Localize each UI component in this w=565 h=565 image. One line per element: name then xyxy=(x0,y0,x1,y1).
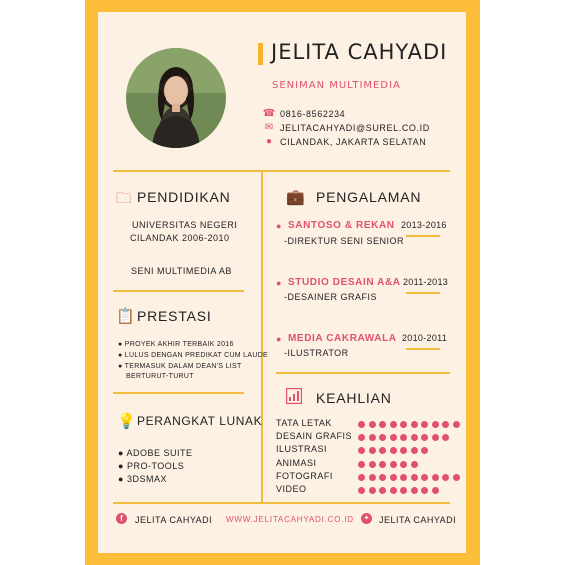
skill-dot-row xyxy=(358,433,453,441)
experience-position: -ILUSTRATOR xyxy=(284,348,349,358)
skill-dot xyxy=(453,474,460,481)
skill-dot xyxy=(442,434,449,441)
education-divider xyxy=(113,290,244,292)
skill-dot xyxy=(411,487,418,494)
education-school-line1: UNIVERSITAS NEGERI xyxy=(132,220,238,230)
experience-years-underline xyxy=(406,235,440,237)
name-accent-bar xyxy=(258,43,263,65)
skill-dot xyxy=(379,421,386,428)
footer-website[interactable]: WWW.JELITACAHYADI.CO.ID xyxy=(226,515,354,524)
skill-dot xyxy=(400,487,407,494)
experience-position: -DIREKTUR SENI SENIOR xyxy=(284,236,405,246)
briefcase-icon: 💼 xyxy=(286,189,305,206)
skill-dot xyxy=(421,421,428,428)
achievement-item-continued: BERTURUT-TURUT xyxy=(126,373,194,380)
skill-dot xyxy=(379,474,386,481)
skill-label: ANIMASI xyxy=(276,458,317,468)
experience-position: -DESAINER GRAFIS xyxy=(284,292,378,302)
skill-dot-row xyxy=(358,446,432,454)
experience-bullet: ● xyxy=(276,221,282,231)
experience-company: STUDIO DESAIN A&A xyxy=(288,277,401,288)
skill-dot-row xyxy=(358,420,463,428)
profile-photo xyxy=(126,48,226,148)
folder-icon: 🗀 xyxy=(116,190,132,207)
skill-dot xyxy=(400,434,407,441)
education-school-line2: CILANDAK 2006-2010 xyxy=(130,233,230,243)
skill-dot xyxy=(390,461,397,468)
chart-icon xyxy=(286,388,302,409)
skill-dot xyxy=(369,474,376,481)
skill-dot xyxy=(432,421,439,428)
twitter-icon[interactable]: ✦ xyxy=(361,513,372,524)
skill-dot-row xyxy=(358,486,442,494)
skill-dot xyxy=(358,474,365,481)
skill-label: DESAIN GRAFIS xyxy=(276,431,353,441)
email-address[interactable]: JELITACAHYADI@SUREL.CO.ID xyxy=(280,123,430,133)
person-role: SENIMAN MULTIMEDIA xyxy=(272,80,401,91)
experience-years: 2010-2011 xyxy=(402,333,448,343)
achievement-item: ● LULUS DENGAN PREDIKAT CUM LAUDE xyxy=(118,352,269,359)
skill-dot xyxy=(390,487,397,494)
skill-dot xyxy=(421,434,428,441)
footer-twitter[interactable]: JELITA CAHYADI xyxy=(379,515,457,525)
software-item: ● ADOBE SUITE xyxy=(118,448,193,458)
skill-dot xyxy=(379,434,386,441)
skill-dot xyxy=(400,447,407,454)
experience-title: PENGALAMAN xyxy=(316,189,422,205)
experience-years-underline xyxy=(406,348,440,350)
achievements-divider xyxy=(113,392,244,394)
header-divider xyxy=(113,170,450,172)
skill-dot xyxy=(379,461,386,468)
skill-dot xyxy=(390,434,397,441)
column-divider xyxy=(261,170,263,503)
skill-dot xyxy=(411,434,418,441)
skill-label: FOTOGRAFI xyxy=(276,471,333,481)
software-title: PERANGKAT LUNAK xyxy=(137,414,263,428)
experience-years: 2011-2013 xyxy=(403,277,449,287)
experience-years-underline xyxy=(406,292,440,294)
skill-dot xyxy=(358,447,365,454)
skill-dot xyxy=(379,447,386,454)
skill-dot-row xyxy=(358,460,421,468)
skill-dot xyxy=(390,447,397,454)
skill-dot xyxy=(432,487,439,494)
skill-dot xyxy=(390,474,397,481)
experience-company: SANTOSO & REKAN xyxy=(288,220,395,231)
experience-years: 2013-2016 xyxy=(401,220,447,230)
phone-icon: ☎ xyxy=(262,108,276,119)
skill-dot xyxy=(421,474,428,481)
experience-company: MEDIA CAKRAWALA xyxy=(288,333,397,344)
skill-dot xyxy=(442,474,449,481)
skill-dot xyxy=(453,421,460,428)
skill-dot xyxy=(442,421,449,428)
education-title: PENDIDIKAN xyxy=(137,189,231,205)
facebook-icon[interactable]: f xyxy=(116,513,127,524)
skill-dot xyxy=(411,447,418,454)
skill-dot xyxy=(369,421,376,428)
skill-dot xyxy=(400,461,407,468)
skill-dot xyxy=(369,447,376,454)
experience-bullet: ● xyxy=(276,334,282,344)
phone-number: 0816-8562234 xyxy=(280,109,346,119)
skill-label: TATA LETAK xyxy=(276,418,332,428)
skill-dot xyxy=(358,434,365,441)
person-name: JELITA CAHYADI xyxy=(271,40,448,64)
footer-divider xyxy=(113,502,450,504)
skill-dot xyxy=(369,461,376,468)
skill-dot xyxy=(432,474,439,481)
software-item: ● PRO-TOOLS xyxy=(118,461,185,471)
skill-dot xyxy=(369,434,376,441)
mail-icon: ✉ xyxy=(264,122,274,133)
skill-dot xyxy=(432,434,439,441)
skill-dot xyxy=(411,461,418,468)
skill-dot xyxy=(400,421,407,428)
experience-divider xyxy=(276,372,450,374)
skill-dot xyxy=(358,461,365,468)
skill-dot xyxy=(421,487,428,494)
achievement-item: ● TERMASUK DALAM DEAN'S LIST xyxy=(118,363,242,370)
skill-label: VIDEO xyxy=(276,484,307,494)
skill-dot xyxy=(411,474,418,481)
lightbulb-icon: 💡 xyxy=(117,413,136,430)
skill-dot xyxy=(379,487,386,494)
skill-dot xyxy=(358,421,365,428)
footer-facebook[interactable]: JELITA CAHYADI xyxy=(135,515,213,525)
skill-dot xyxy=(358,487,365,494)
skills-title: KEAHLIAN xyxy=(316,390,392,406)
skill-dot xyxy=(390,421,397,428)
software-item: ● 3DSMAX xyxy=(118,474,167,484)
experience-bullet: ● xyxy=(276,278,282,288)
location-text: CILANDAK, JAKARTA SELATAN xyxy=(280,137,427,147)
skill-dot xyxy=(400,474,407,481)
skill-dot xyxy=(411,421,418,428)
skill-label: ILUSTRASI xyxy=(276,444,328,454)
education-major: SENI MULTIMEDIA AB xyxy=(131,266,232,276)
achievement-item: ● PROYEK AKHIR TERBAIK 2016 xyxy=(118,341,234,348)
skill-dot xyxy=(421,447,428,454)
skill-dot-row xyxy=(358,473,463,481)
achievements-title: PRESTASI xyxy=(137,308,212,324)
skill-dot xyxy=(369,487,376,494)
clipboard-icon: 📋 xyxy=(116,308,135,325)
location-icon: ● xyxy=(265,136,273,147)
